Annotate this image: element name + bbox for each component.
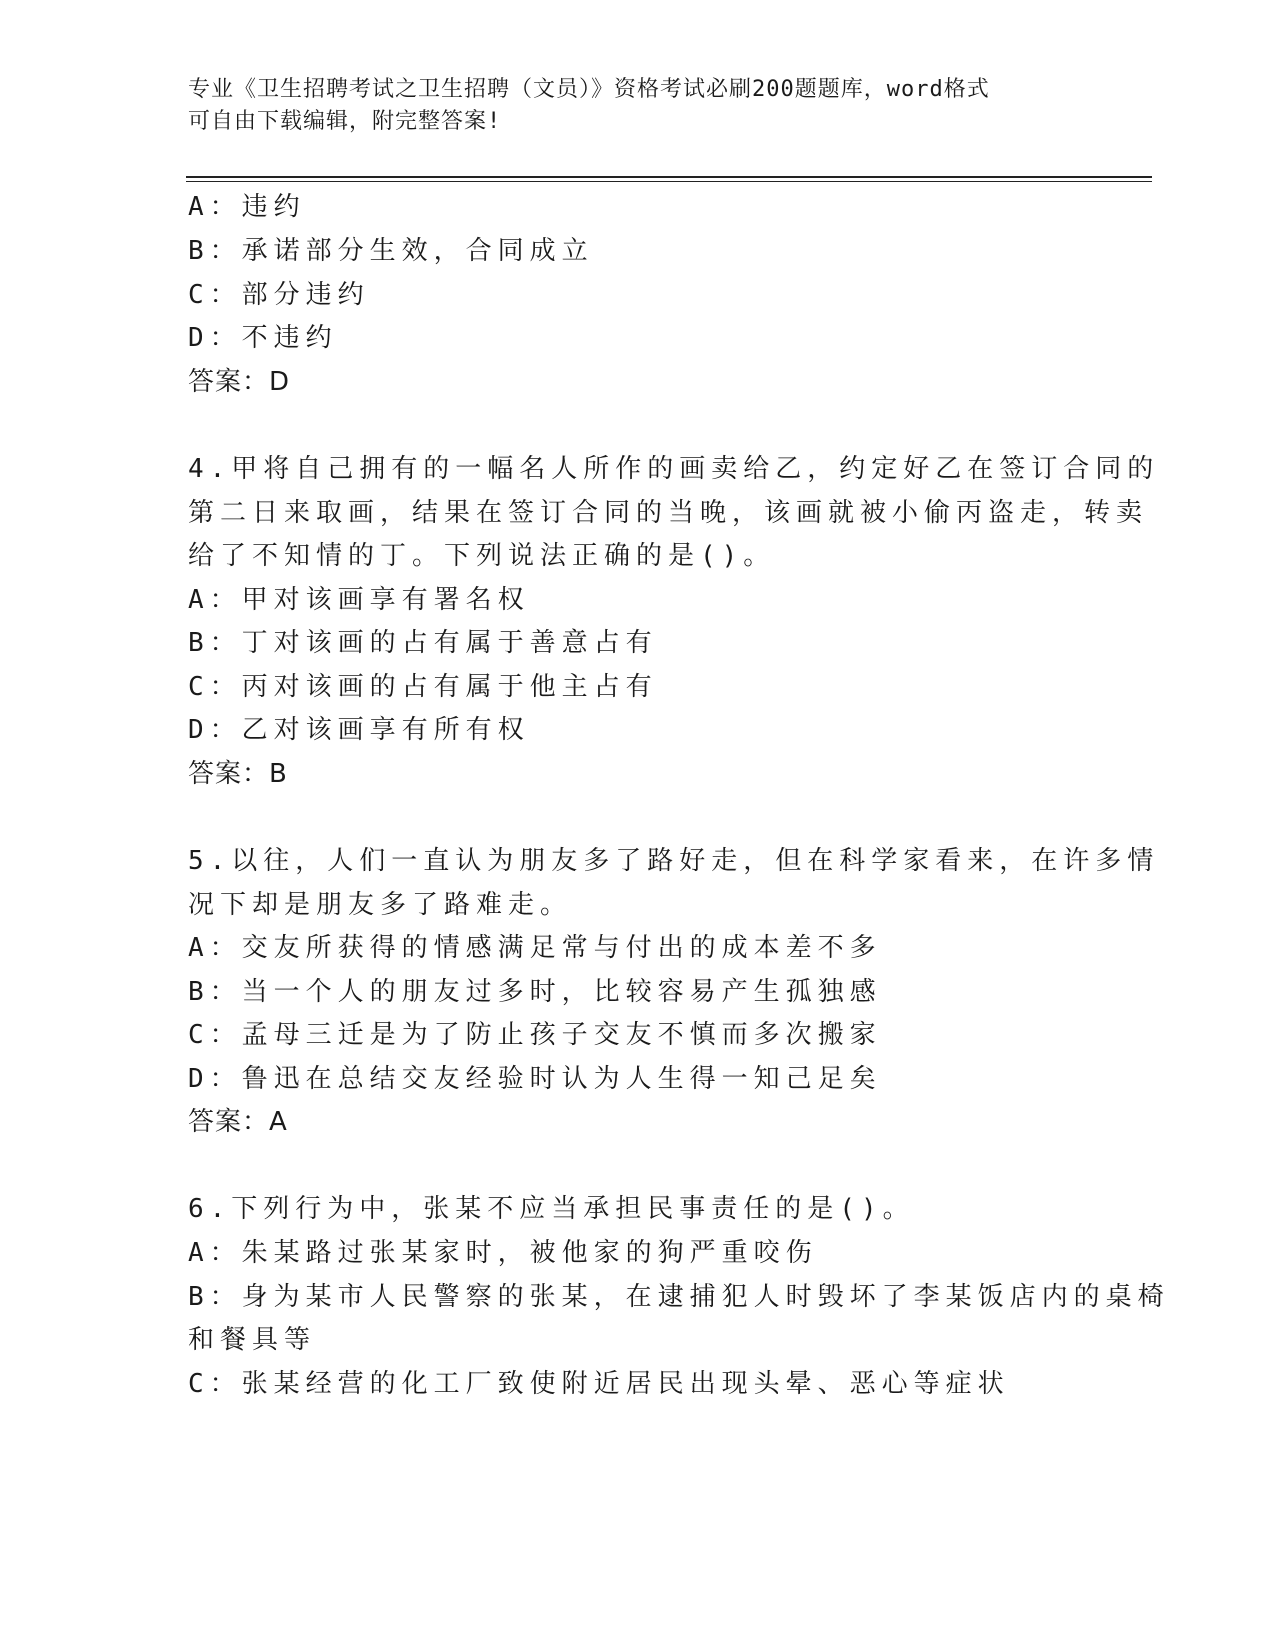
document-header [188, 74, 1088, 138]
q5-answer: 答案：A [188, 1107, 288, 1137]
q4-stem-line-1: 4.甲将自己拥有的一幅名人所作的画卖给乙，约定好乙在签订合同的 [188, 454, 1160, 484]
header-line-1: 专业《卫生招聘考试之卫生招聘（文员）》资格考试必刷200题题库，word格式 [188, 77, 990, 102]
q6-option-b-line-2: 和餐具等 [188, 1325, 317, 1355]
q4-answer: 答案：B [188, 759, 288, 789]
q3-option-b: B：承诺部分生效，合同成立 [188, 236, 594, 266]
q5-stem-line-1: 5.以往，人们一直认为朋友多了路好走，但在科学家看来，在许多情 [188, 846, 1160, 876]
q4-option-b: B：丁对该画的占有属于善意占有 [188, 628, 658, 658]
header-rule-thin [186, 181, 1152, 182]
q6-option-c: C：张某经营的化工厂致使附近居民出现头晕、恶心等症状 [188, 1369, 1010, 1399]
q5-option-d: D：鲁迅在总结交友经验时认为人生得一知己足矣 [188, 1064, 882, 1094]
q4-stem-line-2: 第二日来取画，结果在签订合同的当晚，该画就被小偷丙盗走，转卖 [188, 498, 1149, 528]
q5-option-a: A：交友所获得的情感满足常与付出的成本差不多 [188, 933, 882, 963]
q3-answer: 答案：D [188, 367, 291, 397]
q3-option-d: D：不违约 [188, 323, 338, 353]
header-line-2: 可自由下载编辑，附完整答案! [188, 109, 502, 134]
q5-option-b: B：当一个人的朋友过多时，比较容易产生孤独感 [188, 977, 882, 1007]
q4-option-d: D：乙对该画享有所有权 [188, 715, 530, 745]
q4-option-c: C：丙对该画的占有属于他主占有 [188, 672, 658, 702]
q5-stem-line-2: 况下却是朋友多了路难走。 [188, 890, 573, 920]
q3-option-c: C：部分违约 [188, 280, 370, 310]
q4-option-a: A：甲对该画享有署名权 [188, 585, 530, 615]
header-rule-thick [186, 176, 1152, 178]
q5-option-c: C：孟母三迁是为了防止孩子交友不慎而多次搬家 [188, 1020, 882, 1050]
q4-stem-line-3: 给了不知情的丁。下列说法正确的是()。 [188, 541, 776, 571]
q3-option-a: A：违约 [188, 192, 306, 222]
q6-stem-line-1: 6.下列行为中，张某不应当承担民事责任的是()。 [188, 1194, 915, 1224]
q6-option-b-line-1: B：身为某市人民警察的张某，在逮捕犯人时毁坏了李某饭店内的桌椅 [188, 1282, 1170, 1312]
q6-option-a: A：朱某路过张某家时，被他家的狗严重咬伤 [188, 1238, 818, 1268]
